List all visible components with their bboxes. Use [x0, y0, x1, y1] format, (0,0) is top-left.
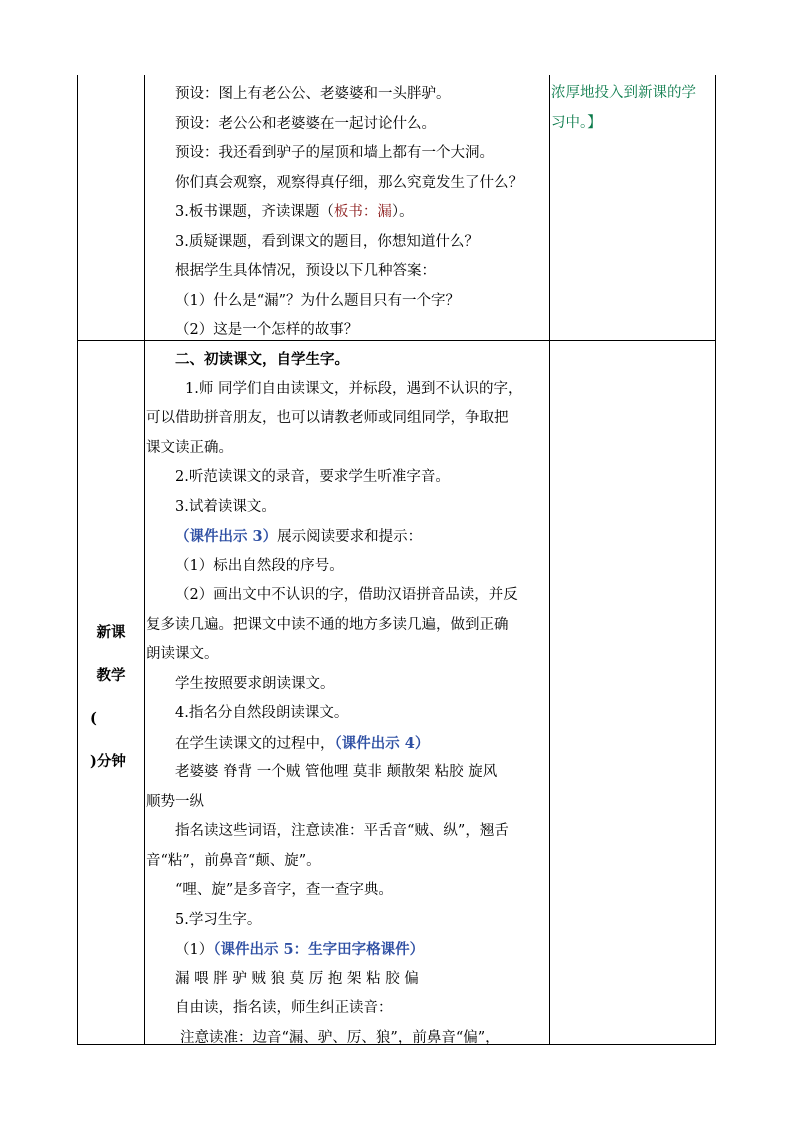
text-line: 指名读这些词语，注意读准：平舌音“贼、纵”，翘舌 — [175, 823, 509, 839]
section-label-line: 新课 — [96, 624, 126, 641]
text-line: 3.质疑课题，看到课文的题目，你想知道什么？ — [175, 233, 479, 250]
top-section-content — [146, 80, 550, 346]
section-label-line: )分钟 — [90, 753, 126, 770]
text-line: 根据学生具体情况，预设以下几种答案： — [175, 263, 436, 279]
text-line: 预设：老公公和老婆婆在一起讨论什么。 — [175, 115, 436, 132]
text-span: 3.板书课题，齐读课题（ — [175, 204, 334, 220]
text-span: 在学生读课文的过程中， — [175, 735, 335, 752]
table-border-right — [715, 75, 716, 1045]
text-line: 5.学习生字。 — [175, 911, 262, 928]
vocabulary-line: 老婆婆 脊背 一个贼 管他哩 莫非 颠散架 粘胶 旋风 — [175, 764, 498, 780]
section-label-line: 教学 — [96, 667, 126, 684]
text-line: （1）标出自然段的序号。 — [175, 557, 344, 574]
text-span: （1） — [175, 942, 214, 958]
vocabulary-line: 顺势一纵 — [146, 793, 204, 810]
text-line: 预设：我还看到驴子的屋顶和墙上都有一个大洞。 — [175, 145, 494, 161]
courseware-note: （课件出示 5：生字田字格课件） — [213, 941, 425, 958]
text-line: “哩、旋”是多音字，查一查字典。 — [175, 882, 393, 898]
text-line: 3.试着读课文。 — [175, 498, 276, 515]
text-line: 你们真会观察，观察得真仔细，那么究竟发生了什么？ — [175, 174, 523, 191]
text-line: （1）什么是“漏”？为什么题目只有一个字？ — [175, 292, 461, 309]
text-line: 复多读几遍。把课文中读不通的地方多读几遍，做到正确 — [146, 616, 509, 633]
text-line: 1.师 同学们自由读课文，并标段，遇到不认识的字， — [185, 380, 523, 397]
character-list: 漏 喂 胖 驴 贼 狼 莫 厉 抱 架 粘 胶 偏 — [175, 970, 419, 987]
text-line: 注意读准：边音“漏、驴、厉、狼”，前鼻音“偏”， — [180, 1029, 500, 1046]
courseware-note: （课件出示 3） — [175, 528, 278, 545]
text-line: （2）这是一个怎样的故事？ — [175, 322, 359, 338]
text-line — [146, 935, 550, 965]
teaching-intent-note — [551, 79, 714, 138]
courseware-note: （课件出示 4） — [334, 734, 430, 752]
text-span: 展示阅读要求和提示： — [277, 529, 423, 545]
text-line: 朗读课文。 — [146, 646, 219, 662]
section-label-line: ( — [90, 710, 97, 727]
section-heading: 二、初读课文，自学生字。 — [175, 351, 349, 368]
text-line: 自由读，指名读，师生纠正读音： — [175, 1000, 393, 1016]
text-line: 音“粘”，前鼻音“颠、旋”。 — [146, 852, 321, 869]
text-line: 课文读正确。 — [146, 439, 233, 456]
note-line: 浓厚地投入到新课的学 — [551, 85, 696, 101]
text-line: 预设：图上有老公公、老婆婆和一头胖驴。 — [175, 86, 451, 102]
note-line: 习中。】 — [551, 114, 602, 131]
text-line: 学生按照要求朗读课文。 — [175, 675, 335, 692]
board-note: 板书：漏 — [333, 204, 392, 220]
text-line — [146, 729, 550, 759]
text-line — [146, 198, 550, 228]
text-line: （2）画出文中不认识的字，借助汉语拼音品读，并反 — [175, 587, 518, 603]
section-label — [78, 618, 144, 776]
text-line — [146, 522, 550, 552]
table-border-left — [77, 75, 78, 1045]
table-border-col1 — [144, 75, 145, 1045]
text-line: 4.指名分自然段朗读课文。 — [175, 705, 349, 721]
text-line: 2.听范读课文的录音，要求学生听准字音。 — [175, 469, 450, 485]
text-line: 可以借助拼音朋友，也可以请教老师或同组同学，争取把 — [146, 410, 509, 426]
text-span: ）。 — [391, 204, 414, 220]
bottom-section-content — [146, 345, 550, 1053]
